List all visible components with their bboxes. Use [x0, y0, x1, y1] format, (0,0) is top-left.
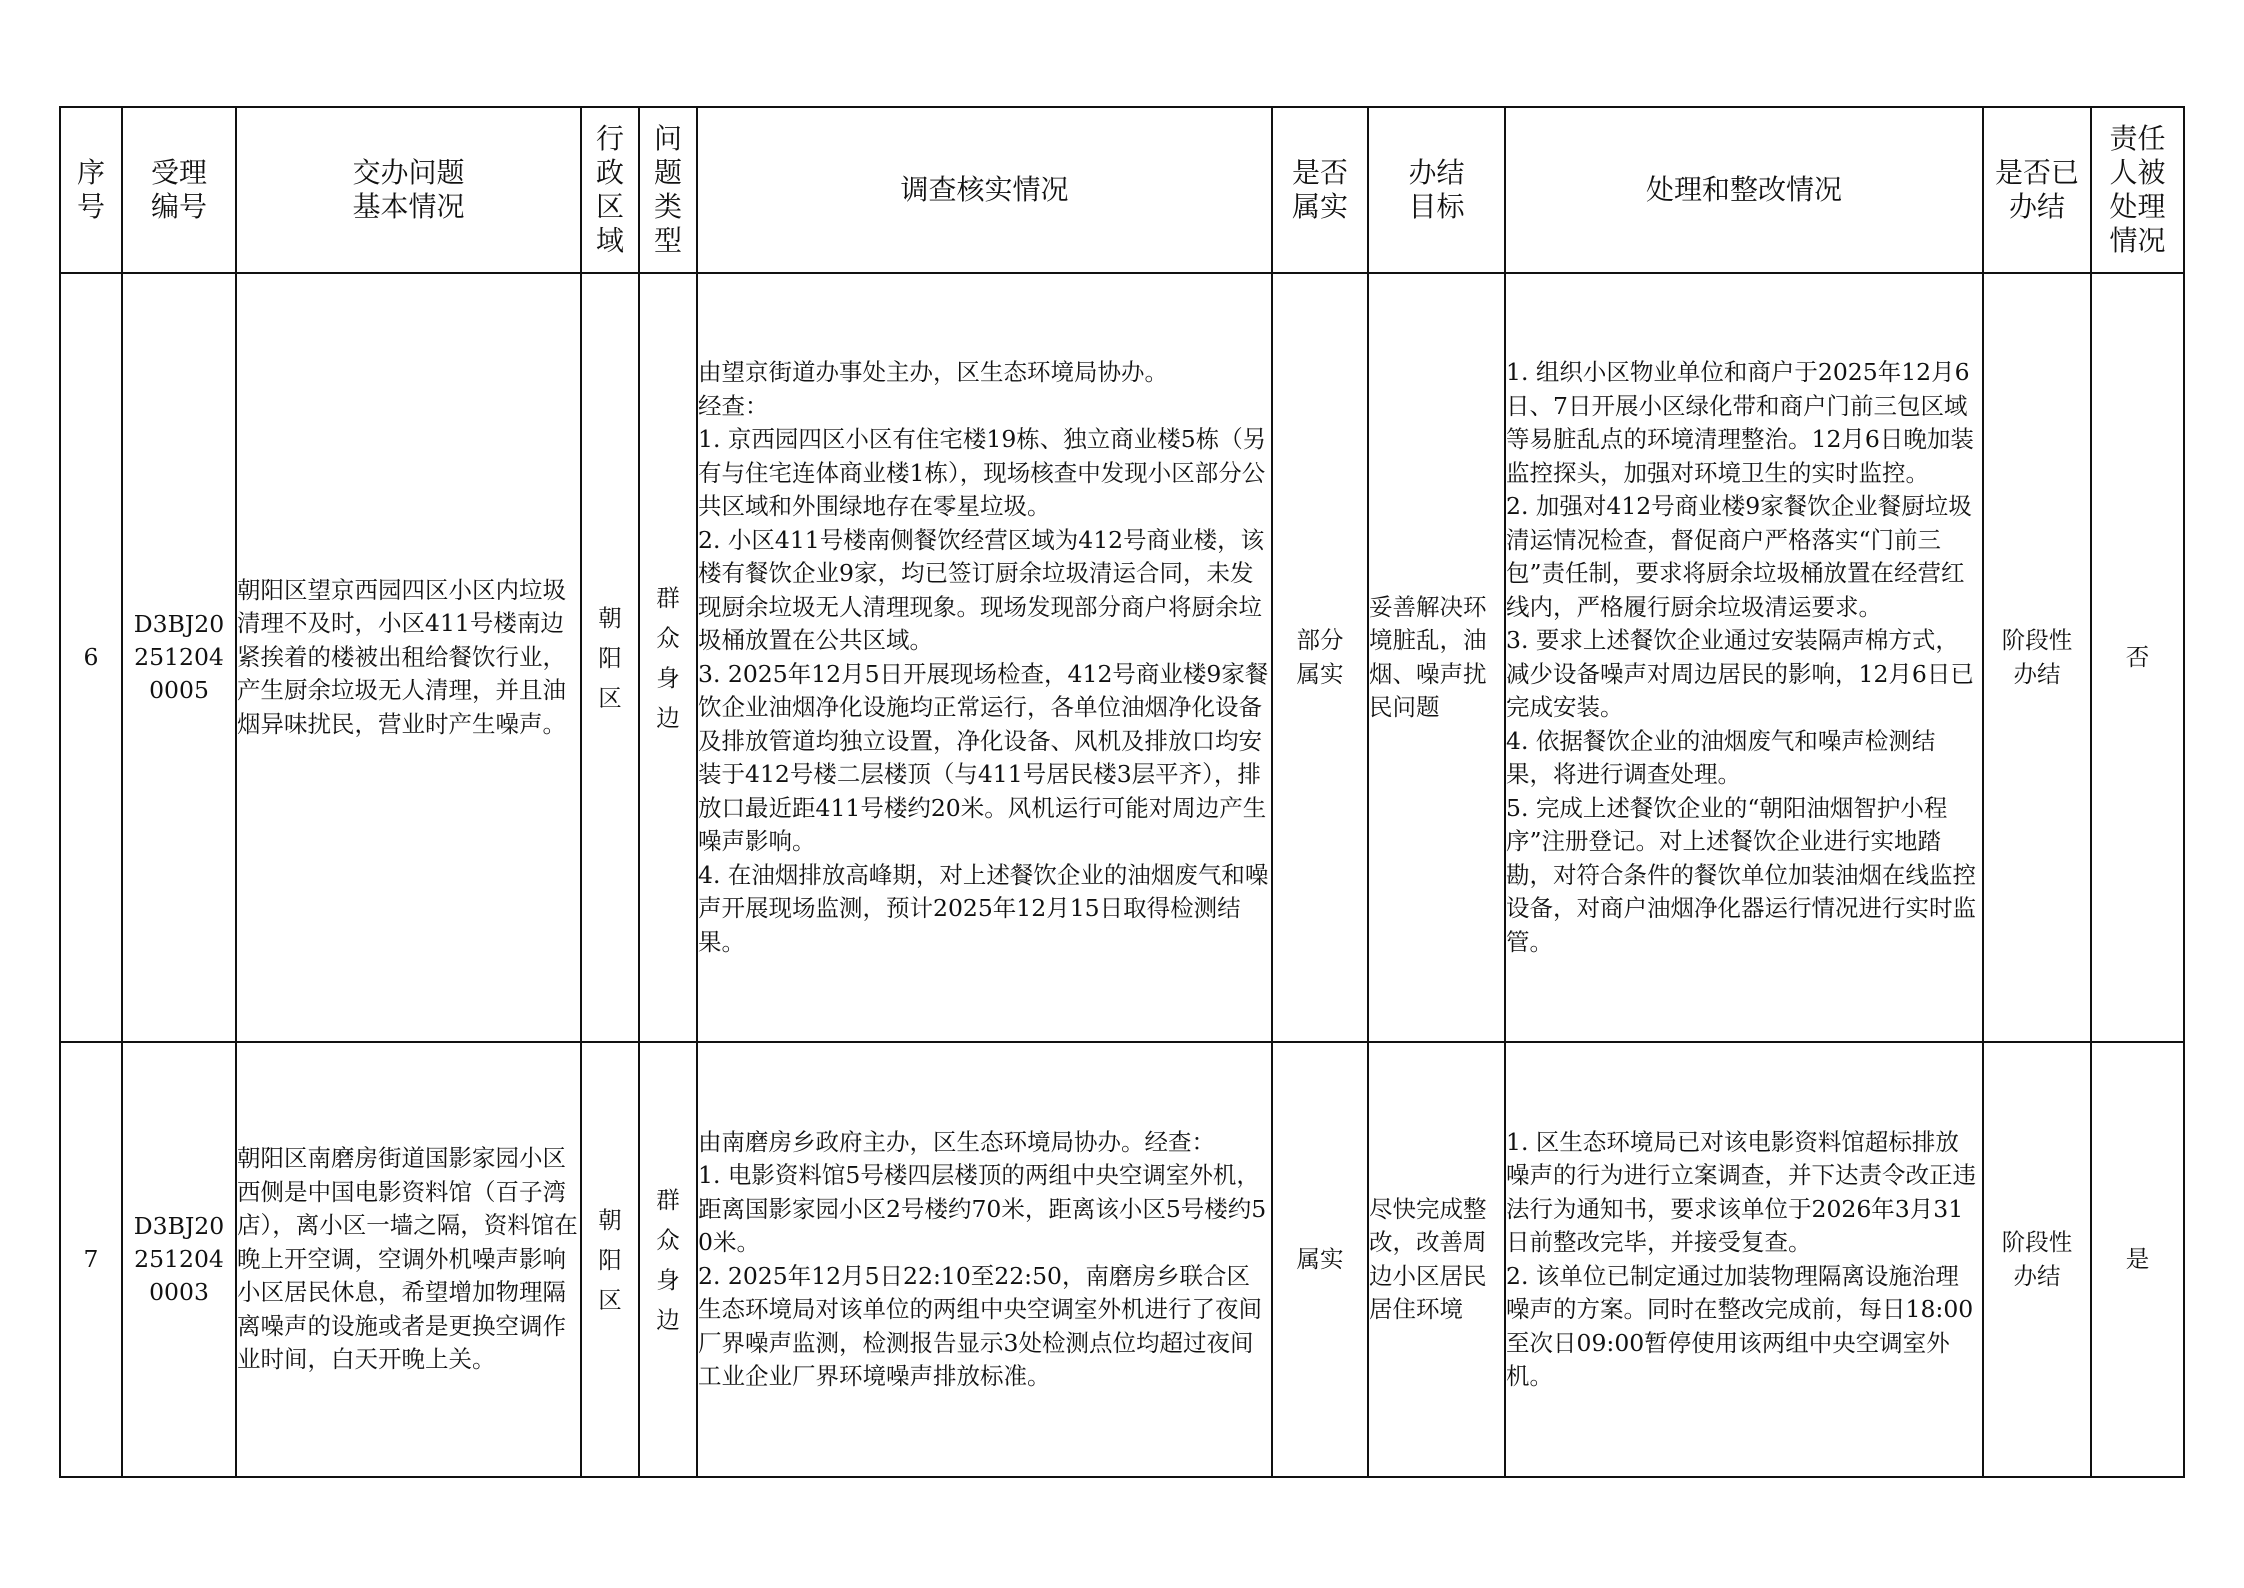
header-issue: 交办问题 基本情况 — [236, 107, 581, 273]
row-handling: 1. 区生态环境局已对该电影资料馆超标排放噪声的行为进行立案调查，并下达责令改正违法行为通知书，要求该单位于2026年3月31日前整改完毕，并接受复查。 2. 该单位已制定通过加装物理隔离设施治理噪声的方案。同时在整改完成前，每日18:00至次日09:00暂停使用该两组中央空调室外机。 — [1505, 1042, 1983, 1477]
row-verified: 属实 — [1272, 1042, 1368, 1477]
header-investigation: 调查核实情况 — [697, 107, 1272, 273]
header-code: 受理编号 — [122, 107, 236, 273]
row-accountability: 否 — [2091, 273, 2184, 1042]
header-row — [60, 107, 2184, 273]
row-type: 群众身边 — [639, 273, 697, 1042]
row-goal: 妥善解决环境脏乱，油烟、噪声扰民问题 — [1368, 273, 1505, 1042]
header-closed: 是否已办结 — [1983, 107, 2091, 273]
header-handling: 处理和整改情况 — [1505, 107, 1983, 273]
row-closed: 阶段性办结 — [1983, 273, 2091, 1042]
row-type: 群众身边 — [639, 1042, 697, 1477]
row-investigation: 由南磨房乡政府主办，区生态环境局协办。经查： 1. 电影资料馆5号楼四层楼顶的两组中央空调室外机，距离国影家园小区2号楼约70米，距离该小区5号楼约50米。 2. 2025年12月5日22:10至22:50，南磨房乡联合区生态环境局对该单位的两组中央空调室外机进行了夜间厂界噪声监测，检测报告显示3处检测点位均超过夜间工业企业厂界环境噪声排放标准。 — [697, 1042, 1272, 1477]
report-table — [59, 106, 2185, 1478]
row-handling: 1. 组织小区物业单位和商户于2025年12月6日、7日开展小区绿化带和商户门前三包区域等易脏乱点的环境清理整治。12月6日晚加装监控探头，加强对环境卫生的实时监控。 2. 加强对412号商业楼9家餐饮企业餐厨垃圾清运情况检查，督促商户严格落实“门前三包”责任制，要求将厨余垃圾桶放置在经营红线内，严格履行厨余垃圾清运要求。 3. 要求上述餐饮企业通过安装隔声棉方式，减少设备噪声对周边居民的影响，12月6日已完成安装。 4. 依据餐饮企业的油烟废气和噪声检测结果，将进行调查处理。 5. 完成上述餐饮企业的“朝阳油烟智护小程序”注册登记。对上述餐饮企业进行实地踏勘，对符合条件的餐饮单位加装油烟在线监控设备，对商户油烟净化器运行情况进行实时监管。 — [1505, 273, 1983, 1042]
row-verified: 部分属实 — [1272, 273, 1368, 1042]
row-accountability: 是 — [2091, 1042, 2184, 1477]
row-issue: 朝阳区南磨房街道国影家园小区西侧是中国电影资料馆（百子湾店），离小区一墙之隔，资料馆在晚上开空调，空调外机噪声影响小区居民休息，希望增加物理隔离噪声的设施或者是更换空调作业时间，白天开晚上关。 — [236, 1042, 581, 1477]
row-seq: 7 — [60, 1042, 122, 1477]
header-verified: 是否属实 — [1272, 107, 1368, 273]
header-district: 行政区域 — [581, 107, 639, 273]
header-type: 问题类型 — [639, 107, 697, 273]
table-row — [60, 273, 2184, 1042]
row-district: 朝阳区 — [581, 273, 639, 1042]
row-investigation: 由望京街道办事处主办，区生态环境局协办。 经查： 1. 京西园四区小区有住宅楼19栋、独立商业楼5栋（另有与住宅连体商业楼1栋），现场核查中发现小区部分公共区域和外围绿地存在零星垃圾。 2. 小区411号楼南侧餐饮经营区域为412号商业楼，该楼有餐饮企业9家，均已签订厨余垃圾清运合同，未发现厨余垃圾无人清理现象。现场发现部分商户将厨余垃圾桶放置在公共区域。 3. 2025年12月5日开展现场检查，412号商业楼9家餐饮企业油烟净化设施均正常运行，各单位油烟净化设备及排放管道均独立设置，净化设备、风机及排放口均安装于412号楼二层楼顶（与411号居民楼3层平齐），排放口最近距411号楼约20米。风机运行可能对周边产生噪声影响。 4. 在油烟排放高峰期，对上述餐饮企业的油烟废气和噪声开展现场监测，预计2025年12月15日取得检测结果。 — [697, 273, 1272, 1042]
row-issue: 朝阳区望京西园四区小区内垃圾清理不及时，小区411号楼南边紧挨着的楼被出租给餐饮行业，产生厨余垃圾无人清理，并且油烟异味扰民，营业时产生噪声。 — [236, 273, 581, 1042]
row-code: D3BJ20251204 0005 — [122, 273, 236, 1042]
header-goal: 办结目标 — [1368, 107, 1505, 273]
row-code: D3BJ20251204 0003 — [122, 1042, 236, 1477]
header-seq: 序号 — [60, 107, 122, 273]
row-goal: 尽快完成整改，改善周边小区居民居住环境 — [1368, 1042, 1505, 1477]
row-seq: 6 — [60, 273, 122, 1042]
header-accountability: 责任人被处理情况 — [2091, 107, 2184, 273]
table-row — [60, 1042, 2184, 1477]
row-closed: 阶段性办结 — [1983, 1042, 2091, 1477]
row-district: 朝阳区 — [581, 1042, 639, 1477]
